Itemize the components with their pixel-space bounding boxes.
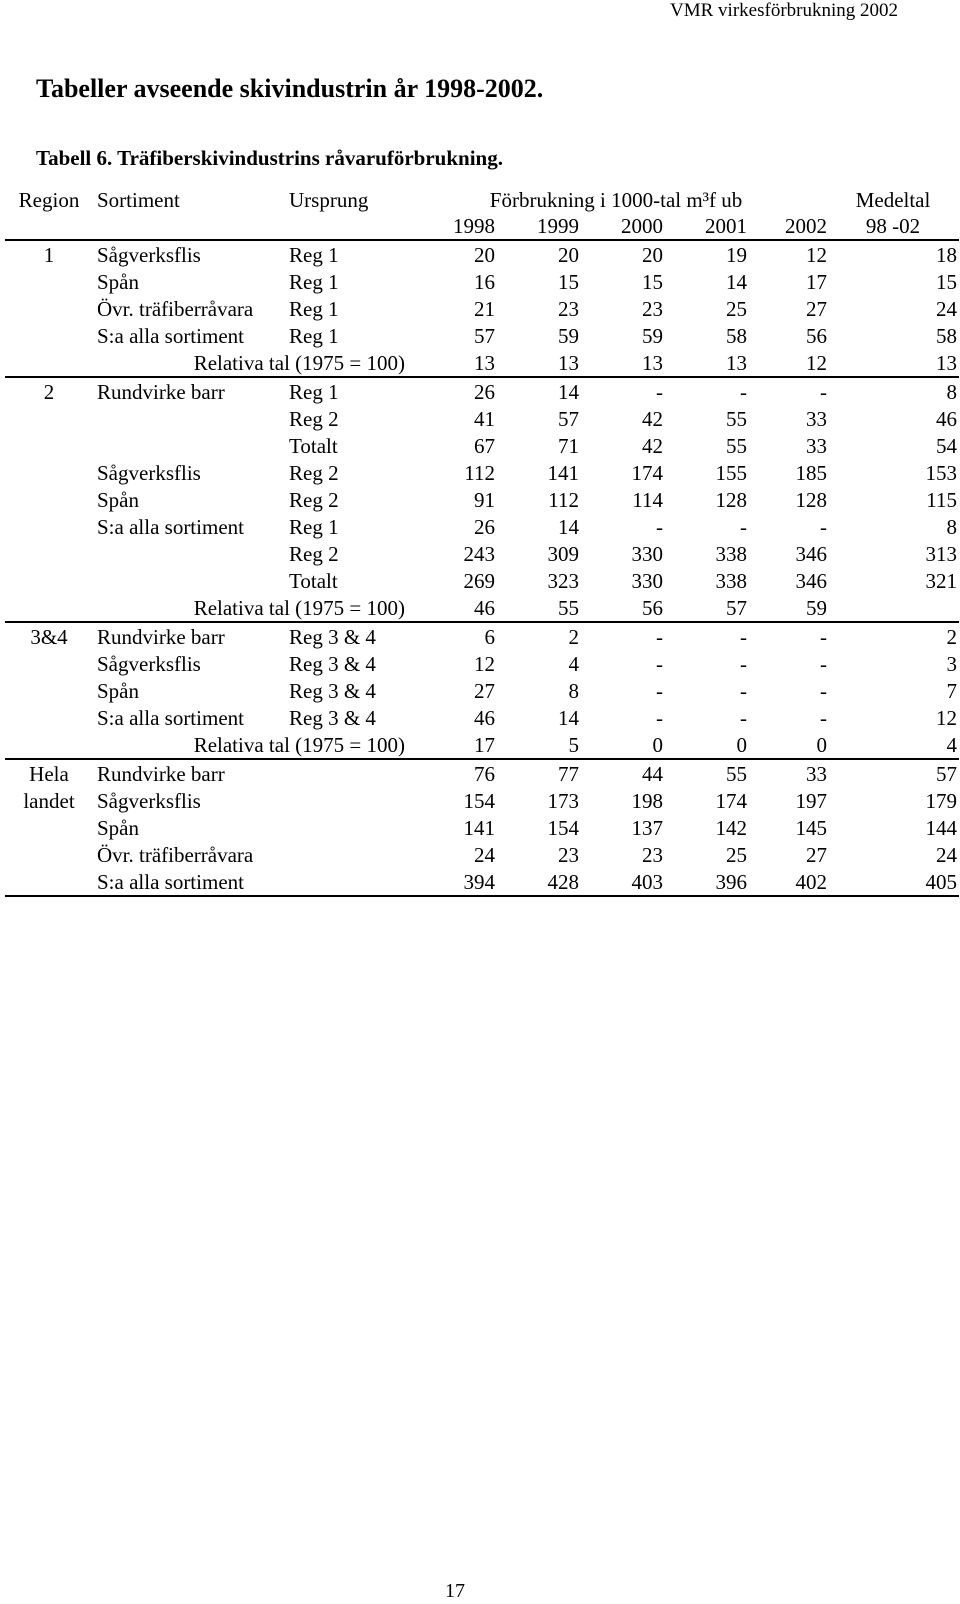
value-cell: 13 <box>663 349 747 377</box>
region-cell <box>5 650 93 677</box>
value-cell: 12 <box>806 242 828 267</box>
value-cell: 112 <box>548 487 579 512</box>
value-cell: 26 <box>474 514 495 539</box>
value-cell: 13 <box>495 349 579 377</box>
value-cell: 27 <box>806 296 828 321</box>
value-cell: - <box>820 705 828 730</box>
mean-cell: 24 <box>936 296 958 321</box>
table-row <box>5 814 959 841</box>
value-cell: 33 <box>806 433 828 458</box>
ursprung-cell <box>289 814 405 841</box>
header-mean-bottom: 98 -02 <box>827 213 959 240</box>
region-cell <box>5 814 93 841</box>
region-cell <box>5 868 93 896</box>
mean-cell <box>827 594 959 622</box>
sortiment-cell: S:a alla sortiment <box>97 705 244 730</box>
value-cell: 243 <box>463 541 495 566</box>
value-cell: - <box>740 678 747 703</box>
ursprung-cell: Reg 2 <box>289 541 339 566</box>
running-header: VMR virkesförbrukning 2002 <box>670 0 898 21</box>
value-cell: - <box>820 624 828 649</box>
value-cell: 185 <box>795 460 828 485</box>
ursprung-cell: Reg 3 & 4 <box>289 678 376 703</box>
ursprung-cell: Reg 3 & 4 <box>289 624 376 649</box>
value-cell: 23 <box>558 842 579 867</box>
region-cell <box>5 677 93 704</box>
value-cell: 57 <box>663 594 747 622</box>
value-cell: - <box>656 705 663 730</box>
value-cell: 20 <box>558 242 579 267</box>
value-cell: 44 <box>642 761 663 786</box>
relative-label: Relativa tal (1975 = 100) <box>5 731 405 759</box>
value-cell: 154 <box>547 815 579 840</box>
mean-cell: 179 <box>925 788 958 813</box>
value-cell: - <box>820 651 828 676</box>
value-cell: 5 <box>495 731 579 759</box>
ursprung-cell: Reg 1 <box>289 379 339 404</box>
mean-cell: 24 <box>936 842 958 867</box>
sortiment-cell: Rundvirke barr <box>97 624 225 649</box>
value-cell: - <box>740 705 747 730</box>
table-row <box>5 704 959 731</box>
sortiment-cell: Övr. träfiberråvara <box>97 296 254 321</box>
region-cell <box>5 704 93 731</box>
ursprung-cell: Totalt <box>289 568 338 593</box>
value-cell: 77 <box>558 761 579 786</box>
table-row <box>5 405 959 432</box>
value-cell: 197 <box>795 788 828 813</box>
value-cell: 128 <box>795 487 828 512</box>
table-row <box>5 268 959 295</box>
value-cell: - <box>820 678 828 703</box>
relative-row <box>5 349 959 377</box>
ursprung-cell: Reg 3 & 4 <box>289 705 376 730</box>
value-cell: 25 <box>726 296 747 321</box>
value-cell: 26 <box>474 379 495 404</box>
value-cell: 17 <box>806 269 828 294</box>
header-consumption-group: Förbrukning i 1000-tal m³f ub <box>489 187 743 212</box>
value-cell: 323 <box>547 568 579 593</box>
value-cell: 46 <box>474 705 495 730</box>
value-cell: - <box>656 651 663 676</box>
mean-cell: 8 <box>946 379 958 404</box>
value-cell: 46 <box>405 594 495 622</box>
value-cell: 330 <box>631 541 663 566</box>
mean-cell: 4 <box>827 731 959 759</box>
sortiment-cell: Sågverksflis <box>97 242 201 267</box>
value-cell: 24 <box>474 842 495 867</box>
value-cell: 91 <box>474 487 495 512</box>
value-cell: 71 <box>558 433 579 458</box>
ursprung-cell: Reg 2 <box>289 487 339 512</box>
value-cell: - <box>740 514 747 539</box>
value-cell: 338 <box>715 541 747 566</box>
table-row <box>5 677 959 704</box>
value-cell: 15 <box>642 269 663 294</box>
mean-cell: 144 <box>925 815 958 840</box>
sortiment-cell: Spån <box>97 269 139 294</box>
sortiment-cell: S:a alla sortiment <box>93 868 289 896</box>
value-cell: - <box>656 379 663 404</box>
value-cell: - <box>820 514 828 539</box>
region-cell: 3&4 <box>30 624 68 649</box>
table-row <box>5 759 959 787</box>
value-cell: 0 <box>579 731 663 759</box>
value-cell: 23 <box>642 842 663 867</box>
region-cell <box>5 486 93 513</box>
header-sortiment: Sortiment <box>97 187 180 212</box>
value-cell: - <box>740 651 747 676</box>
value-cell: 42 <box>642 406 663 431</box>
value-cell: 269 <box>463 568 495 593</box>
header-year: 2001 <box>663 213 747 240</box>
region-cell: 1 <box>43 242 55 267</box>
value-cell: - <box>656 514 663 539</box>
value-cell: 142 <box>715 815 747 840</box>
value-cell: - <box>656 624 663 649</box>
region-cell <box>5 405 93 432</box>
value-cell: 20 <box>642 242 663 267</box>
mean-cell: 321 <box>925 568 958 593</box>
value-cell: 41 <box>474 406 495 431</box>
value-cell: 174 <box>715 788 747 813</box>
value-cell: 76 <box>474 761 495 786</box>
value-cell: 154 <box>463 788 495 813</box>
sortiment-cell <box>93 432 289 459</box>
mean-cell: 2 <box>946 624 958 649</box>
mean-cell: 54 <box>936 433 958 458</box>
mean-cell: 3 <box>946 651 958 676</box>
header-year: 1999 <box>495 213 579 240</box>
value-cell: 27 <box>474 678 495 703</box>
value-cell: 12 <box>747 349 827 377</box>
ursprung-cell: Totalt <box>289 433 338 458</box>
mean-cell: 12 <box>936 705 958 730</box>
value-cell: 198 <box>631 788 663 813</box>
region-cell: Hela <box>29 761 69 786</box>
ursprung-cell <box>289 841 405 868</box>
region-cell <box>5 268 93 295</box>
header-row-top <box>5 186 959 213</box>
sortiment-cell: Rundvirke barr <box>97 379 225 404</box>
value-cell: - <box>656 678 663 703</box>
sortiment-cell: Spån <box>97 815 139 840</box>
value-cell: 55 <box>495 594 579 622</box>
value-cell: 16 <box>474 269 495 294</box>
mean-cell: 58 <box>936 323 958 348</box>
ursprung-cell: Reg 1 <box>289 323 339 348</box>
mean-cell: 13 <box>827 349 959 377</box>
region-cell <box>5 567 93 594</box>
value-cell: 174 <box>631 460 663 485</box>
value-cell: 6 <box>484 624 495 649</box>
value-cell: 155 <box>715 460 747 485</box>
table-caption: Tabell 6. Träfiberskivindustrins råvaruförbrukning. <box>36 146 503 170</box>
ursprung-cell: Reg 1 <box>289 242 339 267</box>
value-cell: 59 <box>747 594 827 622</box>
table-row <box>5 787 959 814</box>
value-cell: 114 <box>632 487 663 512</box>
table-row <box>5 240 959 268</box>
sortiment-cell: S:a alla sortiment <box>97 514 244 539</box>
region-cell <box>5 295 93 322</box>
value-cell: 137 <box>631 815 663 840</box>
value-cell: 33 <box>806 761 828 786</box>
mean-cell: 115 <box>926 487 958 512</box>
region-cell <box>5 513 93 540</box>
value-cell: 128 <box>715 487 747 512</box>
value-cell: 15 <box>558 269 579 294</box>
sortiment-cell: Sågverksflis <box>97 651 201 676</box>
value-cell: 145 <box>795 815 828 840</box>
value-cell: 33 <box>806 406 828 431</box>
value-cell: 14 <box>558 514 579 539</box>
value-cell: 13 <box>579 349 663 377</box>
value-cell: 330 <box>631 568 663 593</box>
value-cell: - <box>820 379 828 404</box>
value-cell: 14 <box>726 269 747 294</box>
value-cell: 59 <box>558 323 579 348</box>
relative-row <box>5 594 959 622</box>
sortiment-cell: Spån <box>97 487 139 512</box>
value-cell: 403 <box>579 868 663 896</box>
value-cell: 25 <box>726 842 747 867</box>
page-title: Tabeller avseende skivindustrin år 1998-2002. <box>36 74 544 103</box>
ursprung-cell <box>289 787 405 814</box>
table-row <box>5 650 959 677</box>
sortiment-cell: S:a alla sortiment <box>97 323 244 348</box>
mean-cell: 7 <box>946 678 958 703</box>
value-cell: 55 <box>726 761 747 786</box>
value-cell: 55 <box>726 406 747 431</box>
mean-cell: 313 <box>925 541 958 566</box>
ursprung-cell: Reg 1 <box>289 269 339 294</box>
value-cell: 141 <box>463 815 495 840</box>
page-number: 17 <box>445 1580 465 1602</box>
value-cell: 0 <box>663 731 747 759</box>
region-cell <box>5 432 93 459</box>
relative-row <box>5 731 959 759</box>
header-row-years <box>5 213 959 240</box>
ursprung-cell: Reg 1 <box>289 296 339 321</box>
table-row <box>5 513 959 540</box>
mean-cell: 405 <box>827 868 959 896</box>
mean-cell: 57 <box>936 761 958 786</box>
value-cell: 57 <box>558 406 579 431</box>
table-row <box>5 567 959 594</box>
mean-cell: 153 <box>925 460 958 485</box>
value-cell: 4 <box>568 651 579 676</box>
header-mean-top: Medeltal <box>855 187 931 212</box>
mean-cell: 18 <box>936 242 958 267</box>
value-cell: 23 <box>558 296 579 321</box>
sortiment-cell <box>93 567 289 594</box>
region-cell <box>5 459 93 486</box>
value-cell: 394 <box>405 868 495 896</box>
sortiment-cell: Sågverksflis <box>97 460 201 485</box>
value-cell: 346 <box>795 568 828 593</box>
header-year: 1998 <box>405 213 495 240</box>
value-cell: 141 <box>547 460 579 485</box>
value-cell: 55 <box>726 433 747 458</box>
mean-cell: 15 <box>936 269 958 294</box>
value-cell: 57 <box>474 323 495 348</box>
sortiment-cell <box>93 540 289 567</box>
sortiment-cell <box>93 405 289 432</box>
mean-cell: 46 <box>936 406 958 431</box>
sortiment-cell: Övr. träfiberråvara <box>97 842 254 867</box>
ursprung-cell <box>289 759 405 787</box>
region-cell <box>5 540 93 567</box>
value-cell: 0 <box>747 731 827 759</box>
value-cell: 67 <box>474 433 495 458</box>
value-cell: 402 <box>747 868 827 896</box>
value-cell: 12 <box>474 651 495 676</box>
sortiment-cell: Rundvirke barr <box>97 761 225 786</box>
table-row <box>5 432 959 459</box>
value-cell: 8 <box>568 678 579 703</box>
header-region: Region <box>18 187 80 212</box>
ursprung-cell <box>289 868 405 896</box>
relative-label: Relativa tal (1975 = 100) <box>5 594 405 622</box>
value-cell: 338 <box>715 568 747 593</box>
value-cell: 346 <box>795 541 828 566</box>
ursprung-cell: Reg 3 & 4 <box>289 651 376 676</box>
consumption-table <box>5 186 959 897</box>
ursprung-cell: Reg 1 <box>289 514 339 539</box>
ursprung-cell: Reg 2 <box>289 406 339 431</box>
value-cell: 56 <box>806 323 828 348</box>
region-cell <box>5 841 93 868</box>
value-cell: 23 <box>642 296 663 321</box>
value-cell: 14 <box>558 705 579 730</box>
table-row <box>5 540 959 567</box>
region-cell: landet <box>23 788 75 813</box>
value-cell: 173 <box>547 788 579 813</box>
value-cell: 58 <box>726 323 747 348</box>
table-row <box>5 868 959 896</box>
table-row <box>5 486 959 513</box>
value-cell: 309 <box>547 541 579 566</box>
table-row <box>5 841 959 868</box>
value-cell: 20 <box>474 242 495 267</box>
region-cell: 2 <box>43 379 55 404</box>
value-cell: 27 <box>806 842 828 867</box>
value-cell: 42 <box>642 433 663 458</box>
header-year: 2002 <box>747 213 827 240</box>
value-cell: 14 <box>558 379 579 404</box>
value-cell: 56 <box>579 594 663 622</box>
value-cell: 59 <box>642 323 663 348</box>
table-row <box>5 459 959 486</box>
table-row <box>5 622 959 650</box>
mean-cell: 8 <box>946 514 958 539</box>
header-ursprung: Ursprung <box>289 187 369 212</box>
header-year: 2000 <box>579 213 663 240</box>
value-cell: 428 <box>495 868 579 896</box>
table-row <box>5 295 959 322</box>
sortiment-cell: Spån <box>97 678 139 703</box>
table-row <box>5 377 959 405</box>
value-cell: 112 <box>464 460 495 485</box>
value-cell: - <box>740 624 747 649</box>
value-cell: 19 <box>726 242 747 267</box>
table-row <box>5 322 959 349</box>
sortiment-cell: Sågverksflis <box>97 788 201 813</box>
region-cell <box>5 322 93 349</box>
value-cell: 17 <box>405 731 495 759</box>
value-cell: 2 <box>568 624 579 649</box>
value-cell: 396 <box>663 868 747 896</box>
value-cell: - <box>740 379 747 404</box>
relative-label: Relativa tal (1975 = 100) <box>5 349 405 377</box>
value-cell: 21 <box>474 296 495 321</box>
value-cell: 13 <box>405 349 495 377</box>
ursprung-cell: Reg 2 <box>289 460 339 485</box>
